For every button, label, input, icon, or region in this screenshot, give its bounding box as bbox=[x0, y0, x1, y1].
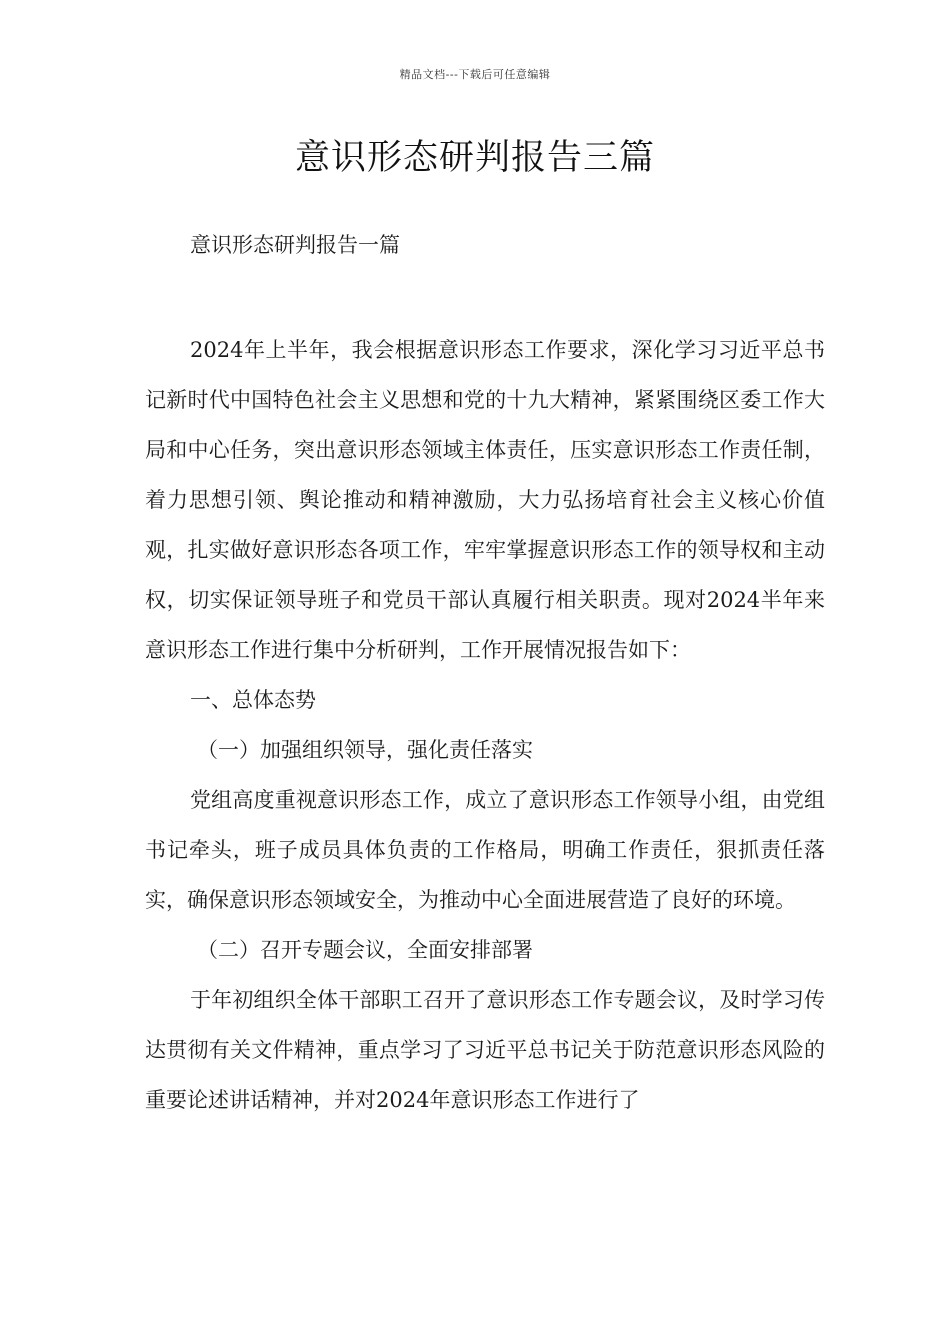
subsection-body-2: 于年初组织全体干部职工召开了意识形态工作专题会议，及时学习传达贯彻有关文件精神，重点学习了习近平总书记关于防范意识形态风险的重要论述讲话精神，并对2024年意识形态工作进行了 bbox=[145, 988, 825, 1112]
subtitle-block bbox=[145, 220, 825, 270]
section-heading-overall: 一、总体态势 bbox=[190, 688, 316, 712]
main-body bbox=[145, 325, 825, 1125]
subsection-heading-2: （二）召开专题会议，全面安排部署 bbox=[197, 938, 533, 962]
subsection-heading-1: （一）加强组织领导，强化责任落实 bbox=[197, 738, 533, 762]
document-subtitle: 意识形态研判报告一篇 bbox=[190, 233, 400, 257]
page-title: 意识形态研判报告三篇 bbox=[294, 138, 655, 178]
subsection-body-1: 党组高度重视意识形态工作，成立了意识形态工作领导小组，由党组书记牵头，班子成员具体负责的工作格局，明确工作责任，狠抓责任落实，确保意识形态领域安全，为推动中心全面进展营造了良好的环境。 bbox=[145, 788, 825, 912]
intro-paragraph: 2024年上半年，我会根据意识形态工作要求，深化学习习近平总书记新时代中国特色社会主义思想和党的十九大精神，紧紧围绕区委工作大局和中心任务，突出意识形态领域主体责任，压实意识形态工作责任制，着力思想引领、舆论推动和精神激励，大力弘扬培育社会主义核心价值观，扎实做好意识形态各项工作，牢牢掌握意识形态工作的领导权和主动权，切实保证领导班子和党员干部认真履行相关职责。现对2024半年来意识形态工作进行集中分析研判，工作开展情况报告如下： bbox=[145, 338, 825, 662]
header-note: 精品文档---下载后可任意编辑 bbox=[399, 68, 551, 81]
